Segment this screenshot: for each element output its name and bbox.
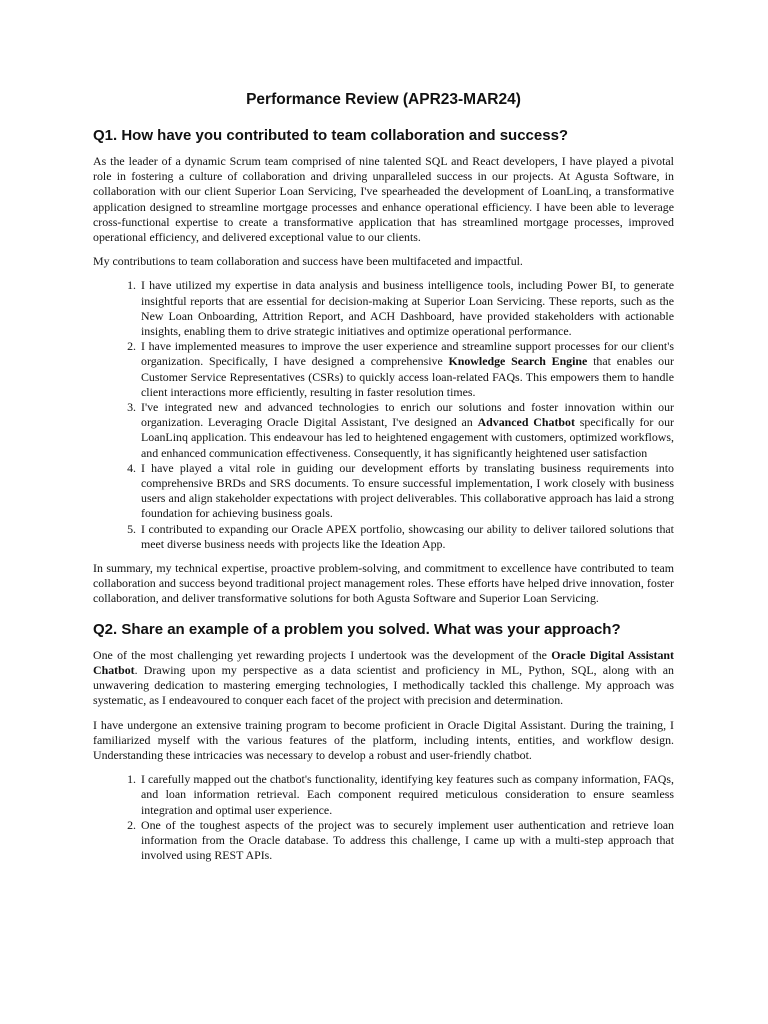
q1-summary-paragraph: In summary, my technical expertise, proactive problem-solving, and commitment to excellence have contributed to team collaboration and success beyond traditional project management roles. These efforts have helped drive innovation, foster collaboration, and deliver transformative solutions for both Agusta Software and Superior Loan Servicing. [93, 561, 674, 606]
q1-lead-paragraph: My contributions to team collaboration and success have been multifaceted and impactful. [93, 254, 523, 269]
q2-heading: Q2. Share an example of a problem you solved. What was your approach? [93, 620, 621, 638]
paragraph-text: One of the most challenging yet rewarding projects I undertook was the development of the [93, 647, 552, 662]
list-item [139, 339, 674, 400]
list-item-text: that enables our Customer Service Representatives (CSRs) to quickly access loan-related FAQs. This empowers them to handle client interactions more efficiently, resulting in faster resolution times. [141, 354, 674, 399]
oracle-chatbot-term: Oracle Digital Assistant Chatbot [93, 647, 675, 677]
q2-approach-list [93, 772, 674, 863]
list-item-text: I have implemented measures to improve the user experience and streamline support processes for our client's organization. Specifically, I have designed a comprehensive [141, 339, 674, 369]
document-title: Performance Review (APR23-MAR24) [246, 91, 521, 108]
knowledge-search-engine-term: Knowledge Search Engine [448, 354, 588, 369]
q1-section [93, 126, 674, 607]
list-item: 4. I have played a vital role in guiding our development efforts by translating business requirements into comprehensive BRDs and SRS documents. To ensure successful implementation, I work closely with business users and align stakeholder expectations with project deliverables. This collaborative approach has laid a strong foundation for achieving business goals. [139, 461, 674, 522]
q1-contributions-list [93, 278, 674, 552]
list-item [139, 400, 674, 461]
list-item: 1. I carefully mapped out the chatbot's functionality, identifying key features such as company information, FAQs, and loan information retrieval. Each component required meticulous consideration to ensure seamless integration and optimal user experience. [139, 772, 674, 818]
list-item-text: I've integrated new and advanced technologies to enrich our solutions and foster innovation within our organization. Leveraging Oracle Digital Assistant, I've designed an [141, 400, 674, 430]
q2-training-paragraph: I have undergone an extensive training program to become proficient in Oracle Digital Assistant. During the training, I familiarized myself with the various features of the platform, including intents, entities, and workflow design. Understanding these intricacies was necessary to develop a robust and user-friendly chatbot. [93, 717, 674, 762]
list-item-text: specifically for our LoanLinq application. This endeavour has led to heightened engagement with customers, optimized workflows, and enhanced communication effectiveness. Consequently, it has significantly heightened user satisfaction [141, 415, 675, 460]
document-page [93, 90, 674, 872]
q2-intro-paragraph [93, 648, 674, 709]
list-item: 1. I have utilized my expertise in data analysis and business intelligence tools, including Power BI, to generate insightful reports that are essential for decision-making at Superior Loan Servicing. These reports, such as the New Loan Onboarding, Attrition Report, and ACH Dashboard, have provided stakeholders with actionable insights, enabling them to drive strategic initiatives and optimize operational performance. [139, 278, 674, 339]
paragraph-text: . Drawing upon my perspective as a data scientist and proficiency in ML, Python, SQL, along with an unwavering dedication to mastering emerging technologies, I methodically tackled this challenge. My approach was systematic, as I endeavoured to conquer each facet of the project with precision and determination. [93, 662, 674, 708]
q1-heading: Q1. How have you contributed to team collaboration and success? [93, 127, 569, 144]
q1-intro-paragraph: As the leader of a dynamic Scrum team comprised of nine talented SQL and React developers, I have played a pivotal role in fostering a culture of collaboration and driving unparalleled success in our projects. At Agusta Software, in collaboration with our client Superior Loan Servicing, I've spearheaded the development of LoanLinq, a transformative application designed to streamline mortgage processes and enhance operational efficiency. I have been able to leverage cross-functional expertise to create a transformative application that has streamlined mortgage processes, improved operational efficiency, and delivered exceptional value to our clients. [93, 154, 674, 245]
q2-section [93, 620, 674, 864]
advanced-chatbot-term: Advanced Chatbot [477, 415, 575, 430]
list-item: 2. One of the toughest aspects of the project was to securely implement user authentication and retrieve loan information from the Oracle database. To address this challenge, I came up with a multi-step approach that involved using REST APIs. [139, 818, 674, 864]
list-item: 5. I contributed to expanding our Oracle APEX portfolio, showcasing our ability to deliver tailored solutions that meet diverse business needs with projects like the Ideation App. [139, 522, 674, 552]
